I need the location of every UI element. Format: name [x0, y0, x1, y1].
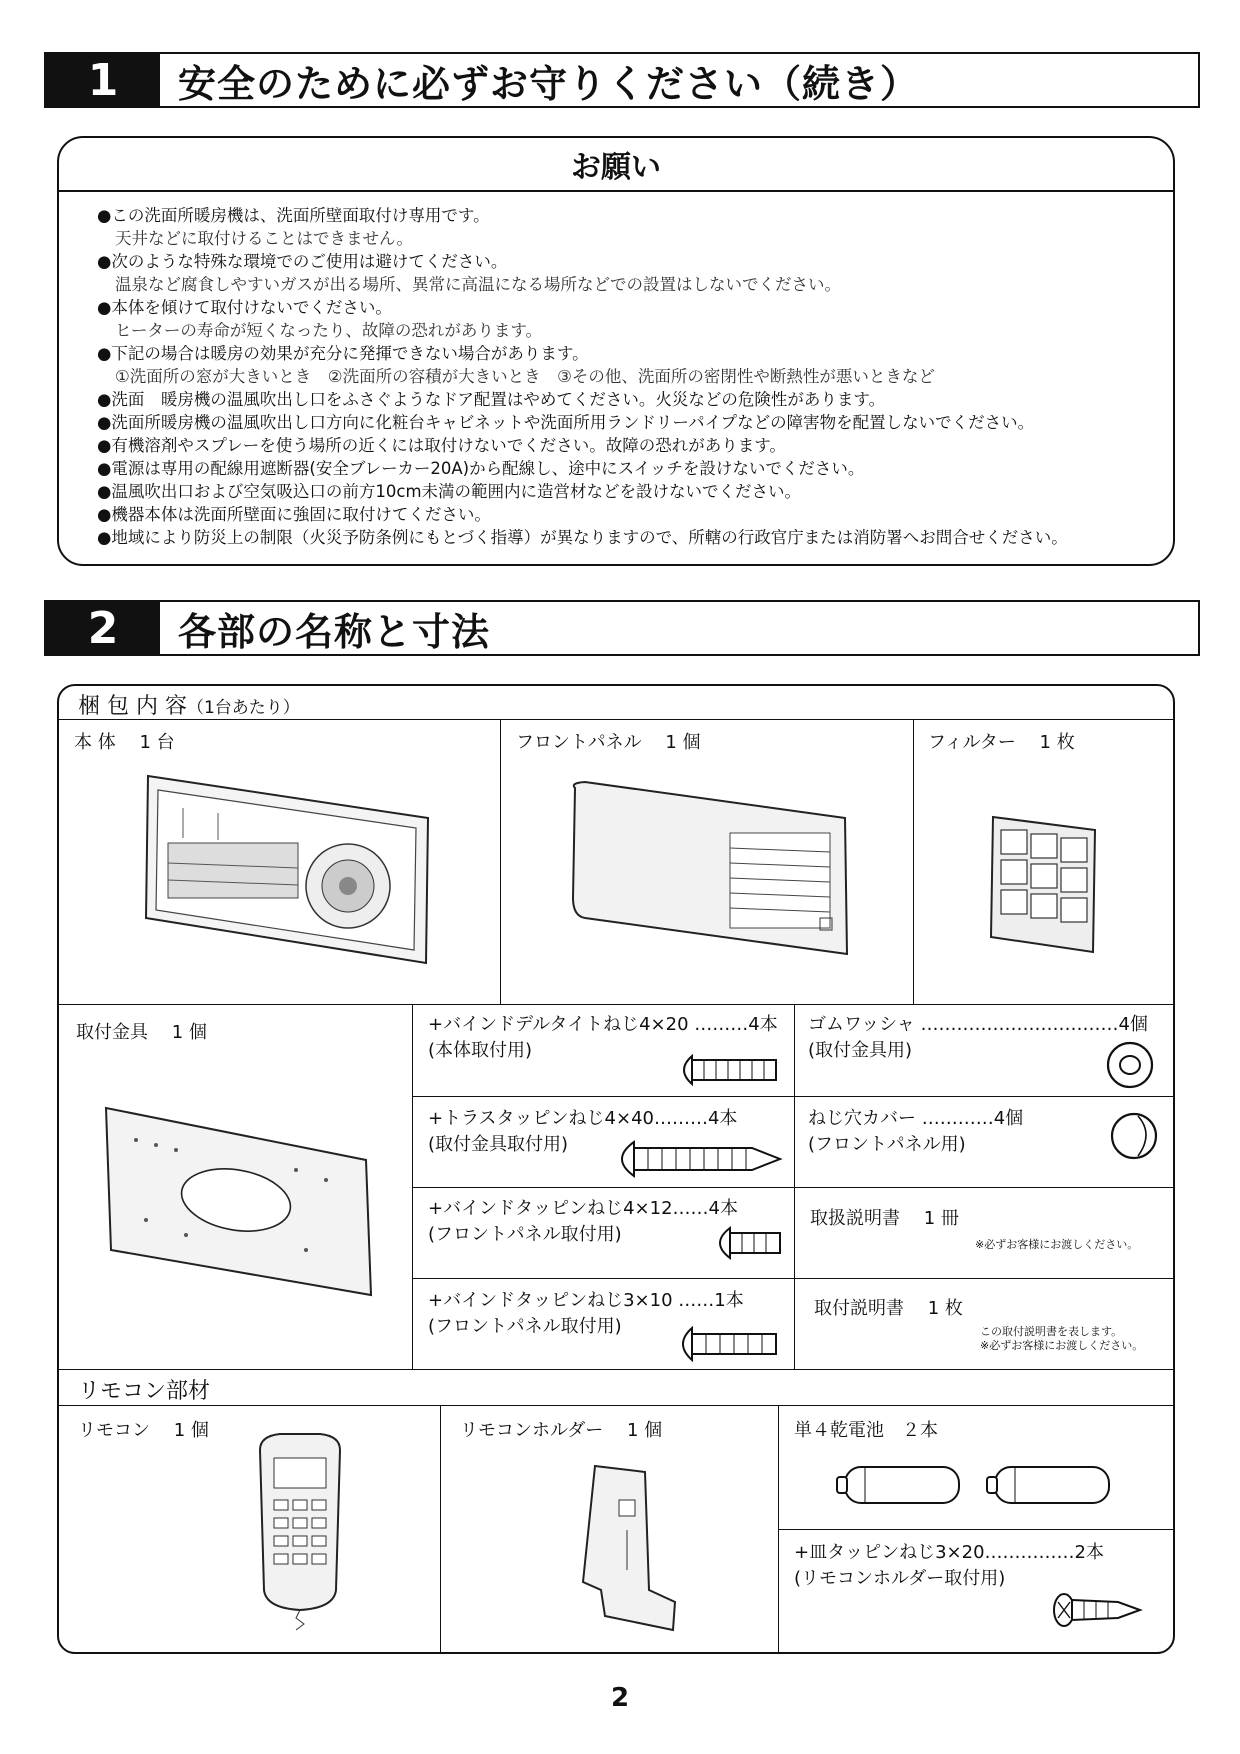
screw1-name: +バインドデルタイトねじ4×20 ………4本 — [428, 1014, 778, 1035]
onegai-item: ●本体を傾けて取付けないでください。 — [97, 298, 392, 317]
screw3-name: +バインドタッピンねじ4×12……4本 — [428, 1198, 738, 1219]
onegai-item: ●洗面所暖房機の温風吹出し口方向に化粧台キャビネットや洗面所用ランドリーパイプなどの障害物を配置しないでください。 — [97, 413, 1035, 432]
battery-label: 単４乾電池 ２本 — [794, 1420, 938, 1441]
manual-install-note1: この取付説明書を表します。 — [980, 1325, 1123, 1338]
onegai-item: ●電源は専用の配線用遮断器(安全ブレーカー20A)から配線し、途中にスイッチを設けないでください。 — [97, 459, 865, 478]
page-number: 2 — [610, 1683, 630, 1713]
onegai-item: ●地域により防災上の制限（火災予防条例にもとづく指導）が異なりますので、所轄の行政官庁または消防署へお問合せください。 — [97, 528, 1068, 547]
main-unit-label: 本 体 1 台 — [74, 732, 175, 753]
onegai-item: ●温風吹出口および空気吸込口の前方10cm未満の範囲内に造営材などを設けないでください。 — [97, 482, 802, 501]
onegai-item: ●洗面 暖房機の温風吹出し口をふさぐようなドア配置はやめてください。火災などの危険性があります。 — [97, 390, 886, 409]
screw4-name: +バインドタッピンねじ3×10 ……1本 — [428, 1290, 744, 1311]
onegai-list — [97, 204, 1153, 549]
remote-holder-label: リモコンホルダー 1 個 — [460, 1420, 663, 1441]
manual-install-note2: ※必ずお客様にお渡しください。 — [980, 1339, 1144, 1352]
battery-icon-2 — [985, 1463, 1115, 1507]
washer-use: (取付金具用) — [808, 1040, 913, 1061]
manual-install-name: 取付説明書 1 枚 — [814, 1298, 963, 1319]
cover-name: ねじ穴カバー …………4個 — [808, 1108, 1024, 1129]
screw2-icon — [612, 1140, 782, 1178]
onegai-item: 温泉など腐食しやすいガスが出る場所、異常に高温になる場所などでの設置はしないでください。 — [115, 275, 841, 294]
bracket-illustration — [96, 1100, 386, 1300]
onegai-item: ●有機溶剤やスプレーを使う場所の近くには取付けないでください。故障の恐れがあります。 — [97, 436, 786, 455]
front-panel-illustration — [565, 778, 855, 958]
remote-holder-illustration — [575, 1460, 685, 1635]
manual-use-name: 取扱説明書 1 冊 — [810, 1208, 959, 1229]
package-title: 梱 包 内 容（1台あたり） — [78, 694, 300, 719]
onegai-item: ●次のような特殊な環境でのご使用は避けてください。 — [97, 252, 508, 271]
section-2-header — [44, 600, 1200, 656]
remote-screw-use: (リモコンホルダー取付用) — [794, 1568, 1006, 1589]
section-1-title: 安全のために必ずお守りください（続き） — [178, 61, 920, 106]
section-1-header — [44, 52, 1200, 108]
onegai-box — [57, 136, 1175, 566]
screw3-icon — [710, 1226, 784, 1260]
battery-icon-1 — [835, 1463, 965, 1507]
onegai-item: ●下記の場合は暖房の効果が充分に発揮できない場合があります。 — [97, 344, 589, 363]
screw2-name: +トラスタッピンねじ4×40………4本 — [428, 1108, 738, 1129]
screw1-use: (本体取付用) — [428, 1040, 533, 1061]
cover-use: (フロントパネル用) — [808, 1134, 966, 1155]
onegai-item: ●機器本体は洗面所壁面に強固に取付けてください。 — [97, 505, 491, 524]
screw1-icon — [672, 1052, 782, 1088]
screw3-use: (フロントパネル取付用) — [428, 1224, 622, 1245]
section-1-number: 1 — [46, 54, 160, 106]
filter-illustration — [985, 812, 1105, 962]
onegai-item: ①洗面所の窓が大きいとき ②洗面所の容積が大きいとき ③その他、洗面所の密閉性や断熱性が悪いときなど — [115, 367, 935, 386]
manual-use-note: ※必ずお客様にお渡しください。 — [975, 1238, 1139, 1251]
washer-icon — [1104, 1040, 1158, 1090]
screw-hole-cover-icon — [1108, 1110, 1160, 1160]
remote-screw-icon — [1050, 1590, 1142, 1630]
screw4-icon — [672, 1326, 782, 1362]
remote-control-illustration — [250, 1430, 350, 1635]
screw2-use: (取付金具取付用) — [428, 1134, 569, 1155]
remote-screw-name: +皿タッピンねじ3×20……………2本 — [794, 1542, 1104, 1563]
main-unit-illustration — [138, 768, 438, 968]
remote-label: リモコン 1 個 — [78, 1420, 209, 1441]
washer-name: ゴムワッシャ ……………………………4個 — [808, 1014, 1148, 1035]
screw4-use: (フロントパネル取付用) — [428, 1316, 622, 1337]
bracket-label: 取付金具 1 個 — [76, 1022, 207, 1043]
onegai-item: 天井などに取付けることはできません。 — [115, 229, 413, 248]
section-2-number: 2 — [46, 602, 160, 654]
section-2-title: 各部の名称と寸法 — [178, 609, 491, 654]
onegai-item: ●この洗面所暖房機は、洗面所壁面取付け専用です。 — [97, 206, 490, 225]
onegai-title: お願い — [59, 138, 1173, 192]
filter-label: フィルター 1 枚 — [928, 732, 1075, 753]
remote-section-title: リモコン部材 — [78, 1379, 211, 1404]
onegai-item: ヒーターの寿命が短くなったり、故障の恐れがあります。 — [115, 321, 543, 340]
front-panel-label: フロントパネル 1 個 — [516, 732, 701, 753]
